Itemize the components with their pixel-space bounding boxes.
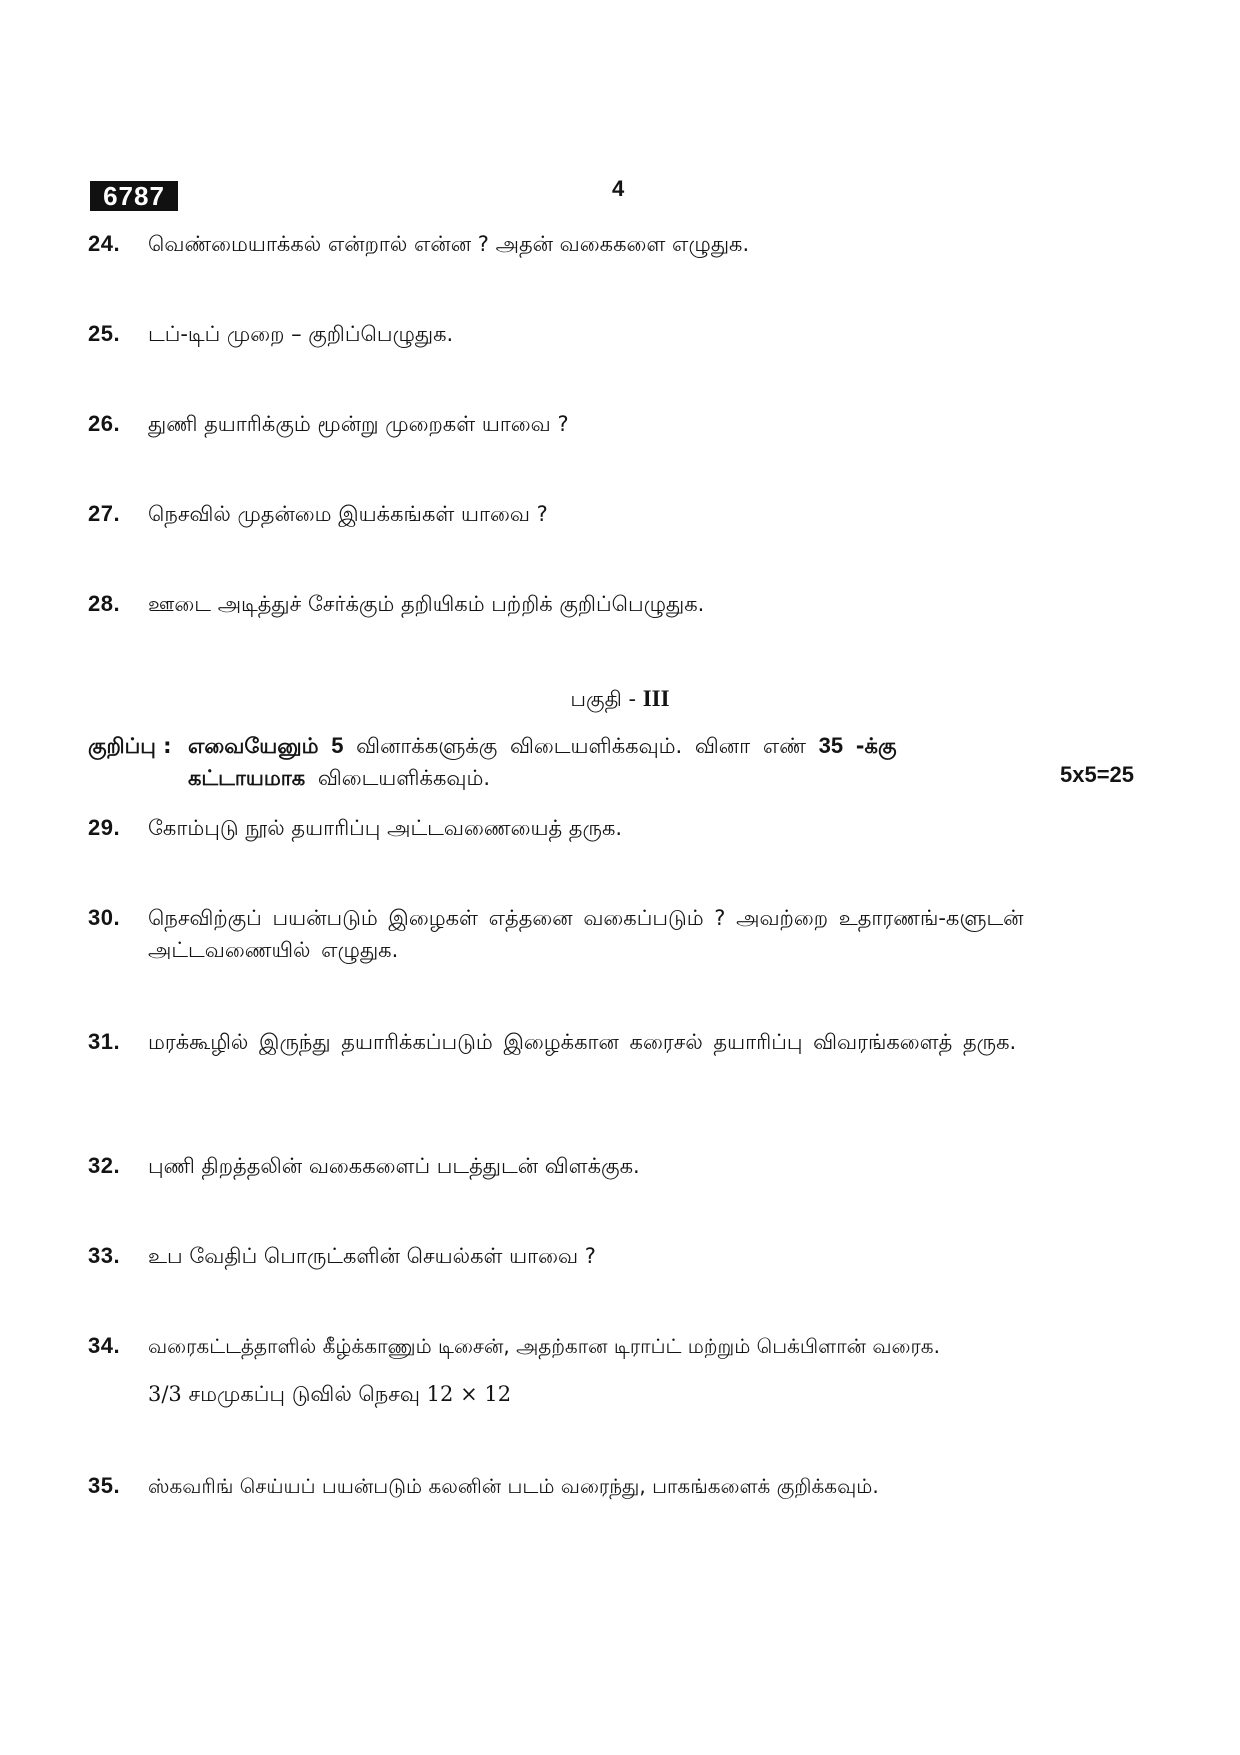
question-29 [88, 812, 1148, 844]
question-24 [88, 228, 1148, 260]
question-35 [88, 1470, 1148, 1502]
note-count: 5 [331, 733, 344, 758]
question-text: உப வேதிப் பொருட்களின் செயல்கள் யாவை ? [148, 1244, 596, 1268]
question-34 [88, 1330, 1148, 1410]
question-number: 26. [88, 411, 121, 436]
question-number: 31. [88, 1029, 121, 1054]
question-paper-code: 6787 [90, 181, 178, 211]
note-label: குறிப்பு : [88, 734, 172, 758]
question-27 [88, 498, 1148, 530]
question-text: டப்-டிப் முறை – குறிப்பெழுதுக. [148, 322, 454, 346]
note-text [188, 730, 1158, 794]
question-number: 28. [88, 591, 121, 616]
weave-dimensions: 12 × 12 [426, 1382, 512, 1406]
question-30 [88, 902, 1098, 966]
question-28 [88, 588, 1148, 620]
question-sub-item [148, 1378, 1148, 1410]
section-title-separator: - [621, 687, 643, 711]
section-heading [0, 686, 1240, 714]
question-32 [88, 1150, 1148, 1182]
question-number: 34. [88, 1333, 121, 1358]
question-number: 30. [88, 905, 121, 930]
marks-allocation: 5x5=25 [1060, 762, 1135, 787]
question-number: 32. [88, 1153, 121, 1178]
question-number: 35. [88, 1473, 121, 1498]
question-text: மரக்கூழில் இருந்து தயாரிக்கப்படும் இழைக்கான கரைசல் தயாரிப்பு விவரங்களைத் தருக. [148, 1030, 1017, 1054]
weave-description: சமமுகப்பு டுவில் நெசவு [188, 1382, 420, 1406]
question-25 [88, 318, 1148, 350]
question-number: 24. [88, 231, 121, 256]
question-33 [88, 1240, 1148, 1272]
section-title-word: பகுதி [570, 687, 622, 711]
note-any: எவையேனும் [188, 734, 319, 758]
question-text: நெசவிற்குப் பயன்படும் இழைகள் எத்தனை வகைப்படும் ? அவற்றை உதாரணங்-களுடன் அட்டவணையில் எழுதுக. [148, 906, 1024, 962]
question-26 [88, 408, 1148, 440]
instructions-note [88, 730, 1158, 794]
question-number: 29. [88, 815, 121, 840]
question-text: நெசவில் முதன்மை இயக்கங்கள் யாவை ? [148, 502, 548, 526]
note-compulsory: கட்டாயமாக [188, 766, 306, 790]
note-answer: விடையளிக்கவும். [317, 766, 491, 790]
question-number: 25. [88, 321, 121, 346]
question-31 [88, 1026, 1138, 1058]
question-text: ஸ்கவரிங் செய்யப் பயன்படும் கலனின் படம் வரைந்து, பாகங்களைக் குறிக்கவும். [148, 1474, 879, 1498]
weave-ratio: 3/3 [148, 1382, 182, 1406]
note-suffix: -க்கு [855, 734, 897, 758]
question-text: புணி திறத்தலின் வகைகளைப் படத்துடன் விளக்குக. [148, 1154, 640, 1178]
question-text: வெண்மையாக்கல் என்றால் என்ன ? அதன் வகைகளை எழுதுக. [148, 232, 750, 256]
question-text: வரைகட்டத்தாளில் கீழ்க்காணும் டிசைன், அதற்கான டிராப்ட் மற்றும் பெக்பிளான் வரைக. [148, 1334, 940, 1358]
page-number: 4 [612, 176, 625, 201]
note-compulsory-question: 35 [818, 733, 844, 758]
section-title-roman: III [642, 686, 670, 711]
question-text: ஊடை அடித்துச் சேர்க்கும் தறியிகம் பற்றிக் குறிப்பெழுதுக. [148, 592, 705, 616]
note-instruction: வினாக்களுக்கு விடையளிக்கவும். வினா எண் [356, 734, 806, 758]
question-number: 33. [88, 1243, 121, 1268]
question-number: 27. [88, 501, 121, 526]
question-text: துணி தயாரிக்கும் மூன்று முறைகள் யாவை ? [148, 412, 569, 436]
question-text: கோம்புடு நூல் தயாரிப்பு அட்டவணையைத் தருக. [148, 816, 623, 840]
